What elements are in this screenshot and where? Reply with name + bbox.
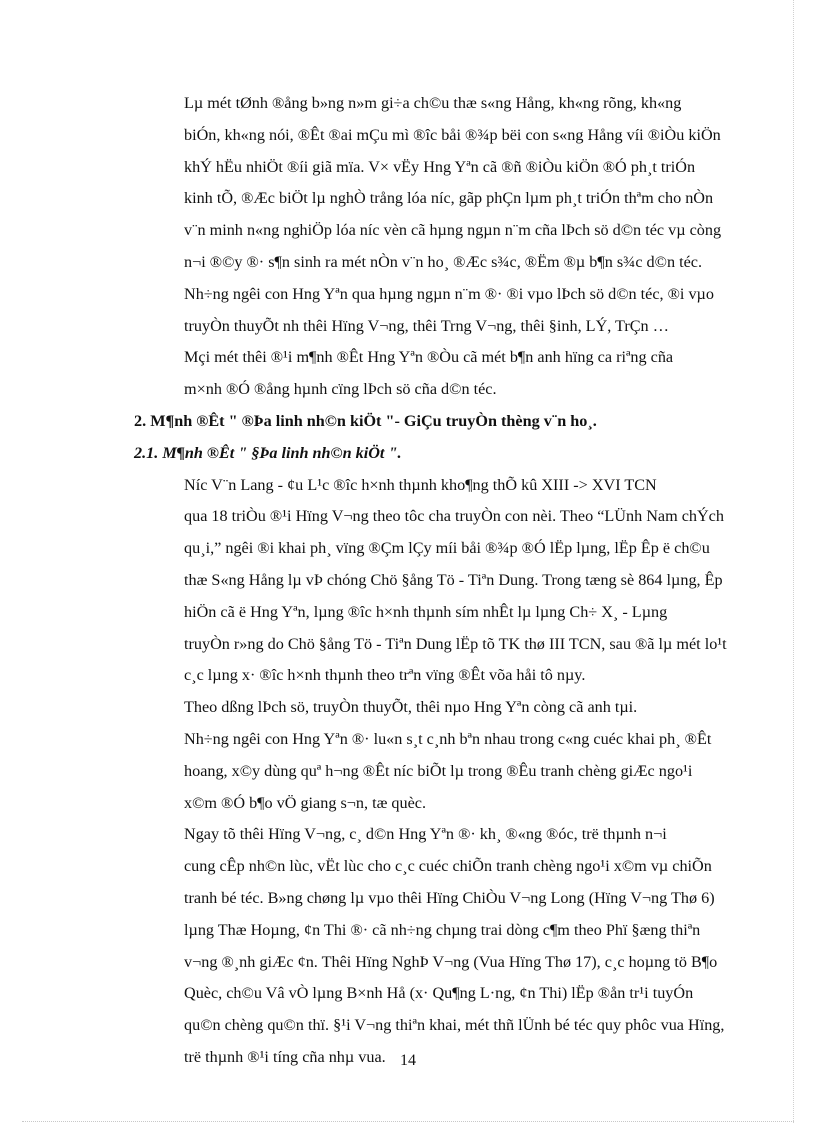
text-line: Theo dßng lÞch sö, truyÒn thuyÕt, thêi nµo Hng Yªn còng cã anh tµi. [184,698,638,717]
section-heading [134,406,766,438]
text-line: trë thµnh ®¹i tíng cña nhµ vua. [184,1047,386,1066]
text-line: kinh tÕ, ®Æc biÖt lµ nghÒ trång lóa níc, gãp phÇn lµm ph¸t triÓn thªm cho nÒn [184,189,714,208]
text-line: qu¸i,” ngêi ®i khai ph¸ vïng ®Çm lÇy míi båi ®¾p ®Ó lËp lµng, lËp Êp ë ch©u [184,539,710,558]
text-line: qua 18 triÒu ®¹i Hïng V¬ng theo tôc cha truyÒn con nèi. Theo “LÜnh Nam chÝch [184,507,724,526]
text-line: qu©n chèng qu©n thï. §¹i V¬ng thiªn khai, mét thñ lÜnh bé téc quy phôc vua Hïng, [184,1016,725,1035]
text-line: hiÖn cã ë Hng Yªn, lµng ®îc h×nh thµnh sím nhÊt lµ lµng Ch÷ X¸ - Lµng [184,602,668,621]
text-line: x©m ®Ó b¶o vÖ giang s¬n, tæ quèc. [184,793,427,812]
body-paragraph [134,692,766,819]
text-line: hoang, x©y dùng quª h¬ng ®Êt níc biÕt lµ trong ®Êu tranh chèng giÆc ngo¹i [184,761,693,780]
page-bottom-rule [22,1121,794,1122]
text-line: c¸c lµng x· ®îc h×nh thµnh theo trªn vïng ®Êt võa håi tô nµy. [184,666,586,685]
text-line: tranh bé téc. B»ng chøng lµ vµo thêi Hïng ChiÒu V¬ng Long (Hïng V¬ng Thø 6) [184,888,715,907]
text-line: Níc V¨n Lang - ¢u L¹c ®îc h×nh thµnh kho¶ng thÕ kû XIII -> XVI TCN [184,475,657,494]
text-line: Mçi mét thêi ®¹i m¶nh ®Êt Hng Yªn ®Òu cã mét b¶n anh hïng ca riªng cña [184,348,674,367]
text-line: truyÒn thuyÕt nh thêi Hïng V¬ng, thêi Trng V¬ng, thêi §inh, LÝ, TrÇn … [184,316,669,335]
page-edge-rule [793,0,794,1123]
text-line: Quèc, ch©u Vâ vÒ lµng B×nh Hå (x· Qu¶ng L·ng, ¢n Thi) lËp ®ån tr¹i tuyÓn [184,984,694,1003]
body-paragraph [134,470,766,693]
body-paragraph [134,819,766,1073]
text-line: Lµ mét tØnh ®ång b»ng n»m gi÷a ch©u thæ s«ng Hång, kh«ng rõng, kh«ng [184,94,682,112]
text-line: Ngay tõ thêi Hïng V¬ng, c¸ d©n Hng Yªn ®· kh¸ ®«ng ®óc, trë thµnh n¬i [184,825,667,844]
text-line: v¬ng ®¸nh giÆc ¢n. Thêi Hïng NghÞ V¬ng (Vua Hïng Thø 17), c¸c hoµng tö B¶o [184,952,718,971]
text-line: Nh÷ng ngêi con Hng Yªn ®· lu«n s¸t c¸nh bªn nhau trong c«ng cuéc khai ph¸ ®Êt [184,729,712,748]
body-paragraph [134,342,766,406]
text-line: m×nh ®Ó ®ång hµnh cïng lÞch sö cña d©n téc. [184,380,497,399]
text-line: cung cÊp nh©n lùc, vËt lùc cho c¸c cuéc chiÕn tranh chèng ngo¹i x©m vµ chiÕn [184,857,712,876]
text-line: v¨n minh n«ng nghiÖp lóa níc vèn cã hµng ngµn n¨m cña lÞch sö d©n téc vµ còng [184,221,722,240]
document-body [134,88,766,1074]
page-number: 14 [400,1052,416,1069]
text-line: lµng Thæ Hoµng, ¢n Thi ®· cã nh÷ng chµng trai dòng c¶m theo Phï §æng thiªn [184,920,701,939]
text-line: 2. M¶nh ®Êt " ®Þa linh nh©n kiÖt "- GiÇu truyÒn thèng v¨n ho¸. [134,411,597,430]
subsection-heading [134,438,766,470]
text-line: truyÒn r»ng do Chö §ång Tö - Tiªn Dung lËp tõ TK thø III TCN, sau ®ã lµ mét lo¹t [184,634,727,653]
body-paragraph [134,88,766,342]
text-line: thæ S«ng Hång lµ vÞ chóng Chö §ång Tö - Tiªn Dung. Trong tæng sè 864 lµng, Êp [184,570,723,589]
text-line: Nh÷ng ngêi con Hng Yªn qua hµng ngµn n¨m ®· ®i vµo lÞch sö d©n téc, ®i vµo [184,284,714,303]
text-line: 2.1. M¶nh ®Êt " §Þa linh nh©n kiÖt ". [134,443,402,462]
text-line: khÝ hËu nhiÖt ®íi giã mïa. V× vËy Hng Yªn cã ®ñ ®iÒu kiÖn ®Ó ph¸t triÓn [184,157,696,176]
text-line: n¬i ®©y ®· s¶n sinh ra mét nÒn v¨n ho¸ ®Æc s¾c, ®Ëm ®µ b¶n s¾c d©n téc. [184,252,702,271]
text-line: biÓn, kh«ng nói, ®Êt ®ai mÇu mì ®îc båi ®¾p bëi con s«ng Hång víi ®iÒu kiÖn [184,125,721,144]
